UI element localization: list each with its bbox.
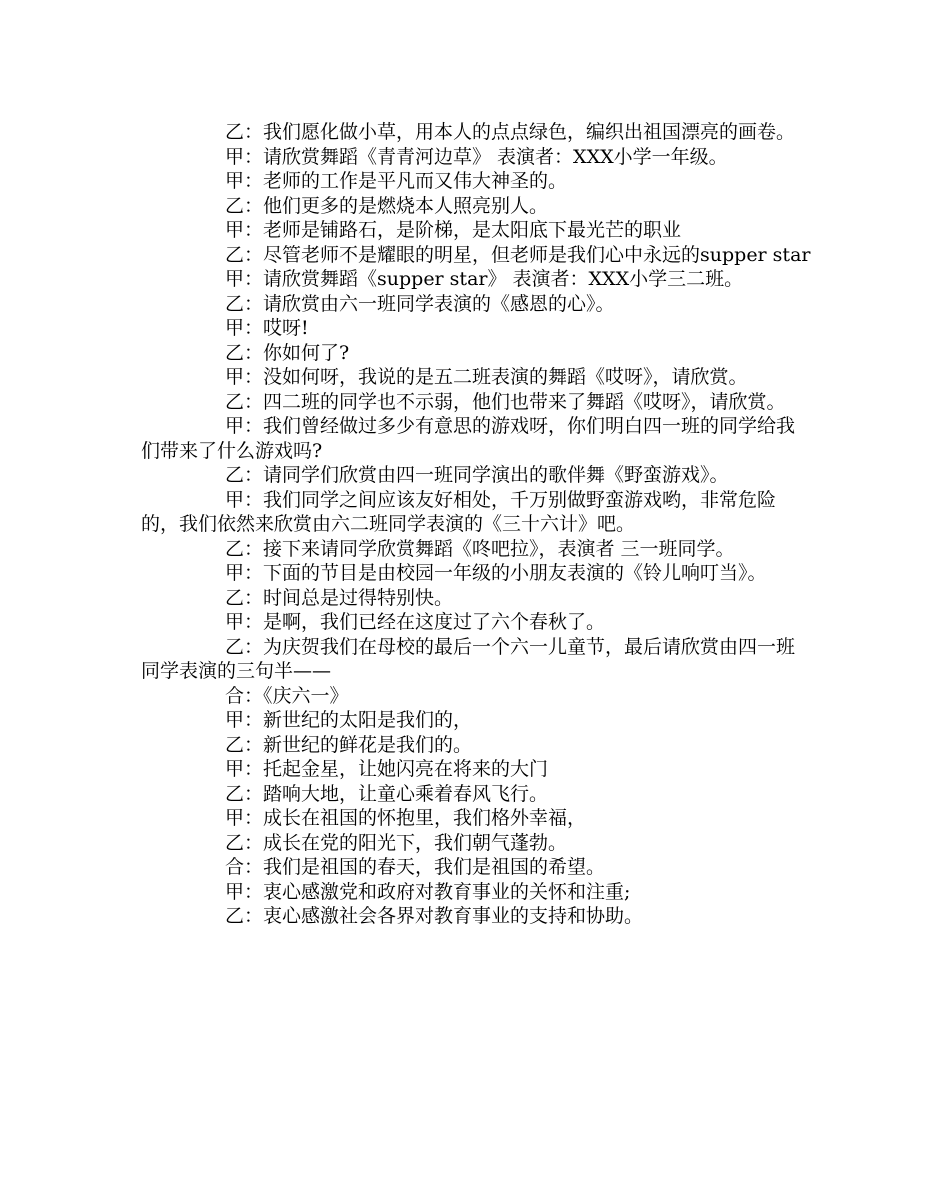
paragraph: 乙：尽管老师不是耀眼的明星，但老师是我们心中永远的supper star: [225, 243, 811, 266]
paragraph: 乙：新世纪的鲜花是我们的。: [225, 733, 473, 756]
paragraph: 甲：请欣赏舞蹈《青青河边草》 表演者：XXX小学一年级。: [225, 145, 728, 168]
paragraph: 甲：下面的节目是由校园一年级的小朋友表演的《铃儿响叮当》。: [225, 562, 767, 584]
paragraph: 乙：请欣赏由六一班同学表演的《感恩的心》。: [225, 292, 615, 315]
paragraph: 甲：我们同学之间应该友好相处，千万别做野蛮游戏哟，非常危险的，我们依然来欣赏由六二班同学表演的《三十六计》吧。: [141, 488, 777, 535]
paragraph: 乙：成长在党的阳光下，我们朝气蓬勃。: [225, 831, 568, 854]
paragraph: 乙：踏响大地，让童心乘着春风飞行。: [225, 782, 549, 805]
paragraph: 合：我们是祖国的春天，我们是祖国的希望。: [225, 856, 606, 878]
paragraph: 甲：我们曾经做过多少有意思的游戏呀，你们明白四一班的同学给我们带来了什么游戏吗?: [141, 415, 796, 462]
paragraph: 乙：你如何了?: [225, 341, 350, 364]
paragraph: 甲：没如何呀，我说的是五二班表演的舞蹈《哎呀》，请欣赏。: [225, 366, 748, 388]
paragraph: 乙：请同学们欣赏由四一班同学演出的歌伴舞《野蛮游戏》。: [225, 464, 729, 486]
paragraph: 甲：是啊，我们已经在这度过了六个春秋了。: [225, 611, 606, 633]
paragraph: 甲：请欣赏舞蹈《supper star》 表演者：XXX小学三二班。: [225, 268, 744, 290]
document-body: [141, 120, 811, 929]
paragraph: 乙：我们愿化做小草，用本人的点点绿色，编织出祖国漂亮的画卷。: [225, 121, 796, 143]
paragraph: 甲：衷心感激党和政府对教育事业的关怀和注重;: [225, 880, 631, 903]
paragraph: 甲：新世纪的太阳是我们的，: [225, 709, 473, 731]
paragraph: 甲：老师的工作是平凡而又伟大神圣的。: [225, 170, 568, 192]
paragraph: 甲：老师是铺路石，是阶梯，是太阳底下最光芒的职业: [225, 219, 682, 241]
paragraph: 乙：时间总是过得特别快。: [225, 586, 454, 609]
paragraph: 乙：他们更多的是燃烧本人照亮别人。: [225, 194, 549, 217]
paragraph: 甲：成长在祖国的怀抱里，我们格外幸福，: [225, 807, 587, 829]
paragraph: 甲：哎呀!: [225, 317, 309, 339]
paragraph: 乙：为庆贺我们在母校的最后一个六一儿童节，最后请欣赏由四一班同学表演的三句半——: [141, 635, 796, 682]
paragraph: 乙：四二班的同学也不示弱，他们也带来了舞蹈《哎呀》，请欣赏。: [225, 390, 786, 413]
paragraph: 甲：托起金星，让她闪亮在将来的大门: [225, 758, 549, 780]
paragraph: 乙：接下来请同学欣赏舞蹈《咚吧拉》，表演者 三一班同学。: [225, 537, 735, 560]
paragraph: 乙：衷心感激社会各界对教育事业的支持和协助。: [225, 905, 644, 927]
paragraph: 合：《庆六一》: [225, 684, 349, 707]
